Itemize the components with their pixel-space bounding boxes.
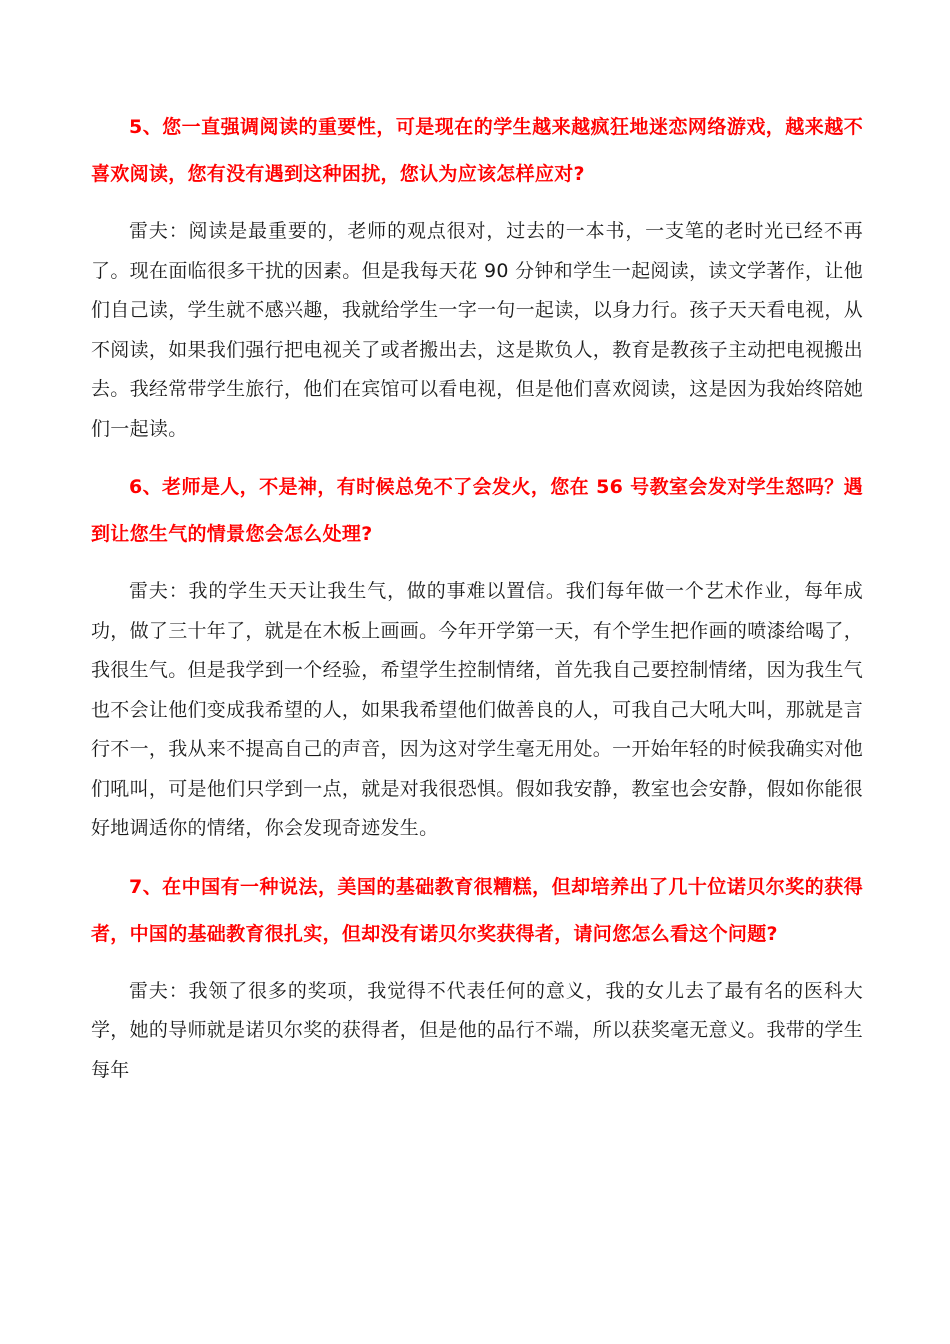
- answer-7: 雷夫：我领了很多的奖项，我觉得不代表任何的意义，我的女儿去了最有名的医科大学，她的导师就是诺贝尔奖的获得者，但是他的品行不端，所以获奖毫无意义。我带的学生每年: [91, 979, 864, 1081]
- answer-5: 雷夫：阅读是最重要的，老师的观点很对，过去的一本书，一支笔的老时光已经不再了。现在面临很多干扰的因素。但是我每天花 90 分钟和学生一起阅读，读文学著作，让他们自己读，学生就不感兴趣，我就给学生一字一句一起读，以身力行。孩子天天看电视，从不阅读，如果我们强行把电视关了或者搬出去，这是欺负人，教育是教孩子主动把电视搬出去。我经常带学生旅行，他们在宾馆可以看电视，但是他们喜欢阅读，这是因为我始终陪她们一起读。: [91, 220, 864, 440]
- question-6: 6、老师是人，不是神，有时候总免不了会发火，您在 56 号教室会发对学生怒吗？遇到让您生气的情景您会怎么处理?: [91, 476, 863, 545]
- answer-6: 雷夫：我的学生天天让我生气，做的事难以置信。我们每年做一个艺术作业，每年成功，做了三十年了，就是在木板上画画。今年开学第一天，有个学生把作画的喷漆给喝了，我很生气。但是我学到一个经验，希望学生控制情绪，首先我自己要控制情绪，因为我生气也不会让他们变成我希望的人，如果我希望他们做善良的人，可我自己大吼大叫，那就是言行不一，我从来不提高自己的声音，因为这对学生毫无用处。一开始年轻的时候我确实对他们吼叫，可是他们只学到一点，就是对我很恐惧。假如我安静，教室也会安静，假如你能很好地调适你的情绪，你会发现奇迹发生。: [91, 580, 864, 839]
- document-body: [91, 104, 863, 1090]
- question-5: 5、您一直强调阅读的重要性，可是现在的学生越来越疯狂地迷恋网络游戏，越来越不喜欢阅读，您有没有遇到这种困扰，您认为应该怎样应对?: [91, 116, 863, 185]
- question-7: 7、在中国有一种说法，美国的基础教育很糟糕，但却培养出了几十位诺贝尔奖的获得者，中国的基础教育很扎实，但却没有诺贝尔奖获得者，请问您怎么看这个问题?: [91, 875, 863, 945]
